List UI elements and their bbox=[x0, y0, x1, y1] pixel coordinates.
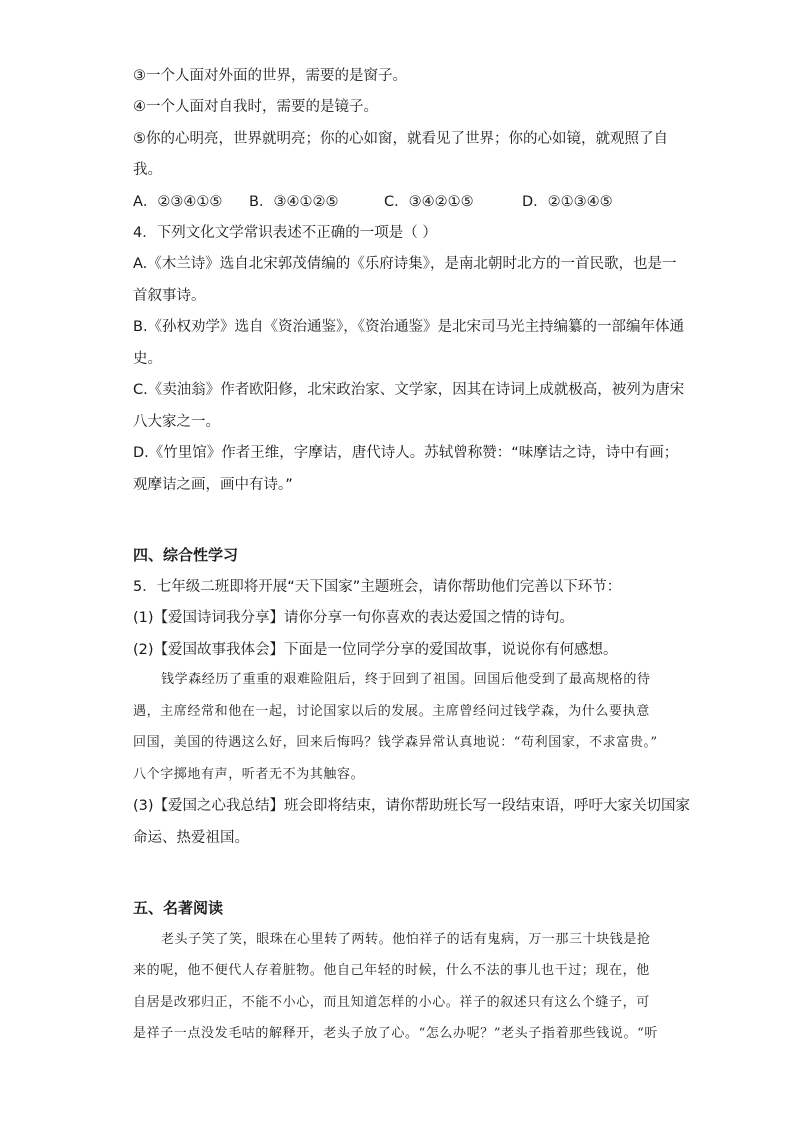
reading-line-4: 是祥子一点没发毛咕的解释开，老头子放了心。“怎么办呢？”老头子指着那些钱说。“听 bbox=[133, 1026, 658, 1041]
q3-choice-d[interactable]: D．②①③④⑤ bbox=[522, 194, 613, 210]
section-5-title: 五、名著阅读 bbox=[133, 899, 224, 917]
q4-stem: 4．下列文化文学常识表述不正确的一项是（ ） bbox=[133, 225, 437, 241]
story-line-1: 钱学森经历了重重的艰难险阻后，终于回到了祖国。回国后他受到了最高规格的待 bbox=[161, 672, 651, 687]
q4-option-a-line1[interactable]: A.《木兰诗》选自北宋郭茂倩编的《乐府诗集》，是南北朝时北方的一首民歌，也是一 bbox=[133, 256, 677, 272]
q5-stem: 5．七年级二班即将开展“天下国家”主题班会，请你帮助他们完善以下环节： bbox=[133, 579, 622, 595]
q4-option-d-line1[interactable]: D.《竹里馆》作者王维，字摩诘，唐代诗人。苏轼曾称赞：“味摩诘之诗，诗中有画； bbox=[133, 445, 679, 461]
q4-option-c-line2: 八大家之一。 bbox=[133, 414, 220, 430]
q3-choice-b[interactable]: B．③④①②⑤ bbox=[249, 194, 339, 210]
sentence-3: ③一个人面对外面的世界，需要的是窗子。 bbox=[133, 68, 407, 84]
sentence-5-line1: ⑤你的心明亮，世界就明亮；你的心如窗，就看见了世界；你的心如镜，就观照了自 bbox=[133, 131, 668, 147]
q4-option-b-line1[interactable]: B.《孙权劝学》选自《资治通鉴》，《资治通鉴》是北宋司马光主持编纂的一部编年体通 bbox=[133, 319, 685, 335]
q3-choices bbox=[133, 192, 613, 212]
q5-part-3-line2: 命运、热爱祖国。 bbox=[133, 830, 249, 846]
q4-option-b-line2: 史。 bbox=[133, 351, 162, 367]
q4-option-c-line1[interactable]: C.《卖油翁》作者欧阳修，北宋政治家、文学家，因其在诗词上成就极高，被列为唐宋 bbox=[133, 382, 685, 398]
q5-part-3-line1: (3)【爱国之心我总结】班会即将结束，请你帮助班长写一段结束语，呼吁大家关切国家 bbox=[133, 798, 691, 814]
q5-part-2: (2)【爱国故事我体会】下面是一位同学分享的爱国故事，说说你有何感想。 bbox=[133, 642, 618, 658]
reading-line-1: 老头子笑了笑，眼珠在心里转了两转。他怕祥子的话有鬼病，万一那三十块钱是抢 bbox=[161, 932, 651, 947]
q3-choice-a[interactable]: A．②③④①⑤ bbox=[133, 194, 223, 210]
section-4-title: 四、综合性学习 bbox=[133, 546, 239, 564]
q4-option-a-line2: 首叙事诗。 bbox=[133, 288, 206, 304]
story-line-3: 回国，美国的待遇这么好，回来后悔吗？钱学森异常认真地说：“苟利国家，不求富贵。” bbox=[133, 735, 658, 750]
reading-line-3: 自居是改邪归正，不能不小心，而且知道怎样的小心。祥子的叙述只有这么个缝子，可 bbox=[133, 995, 650, 1010]
q3-choice-c[interactable]: C．③④②①⑤ bbox=[384, 194, 474, 210]
q5-part-1: (1)【爱国诗词我分享】请你分享一句你喜欢的表达爱国之情的诗句。 bbox=[133, 610, 575, 626]
sentence-5-line2: 我。 bbox=[133, 162, 162, 178]
q4-option-d-line2: 观摩诘之画，画中有诗。” bbox=[133, 477, 293, 493]
story-line-4: 八个字掷地有声，听者无不为其触容。 bbox=[133, 767, 365, 782]
story-line-2: 遇，主席经常和他在一起，讨论国家以后的发展。主席曾经问过钱学森，为什么要执意 bbox=[133, 704, 650, 719]
reading-line-2: 来的呢，他不便代人存着脏物。他自己年轻的时候，什么不法的事儿也干过；现在，他 bbox=[133, 963, 650, 978]
sentence-4: ④一个人面对自我时，需要的是镜子。 bbox=[133, 99, 378, 115]
